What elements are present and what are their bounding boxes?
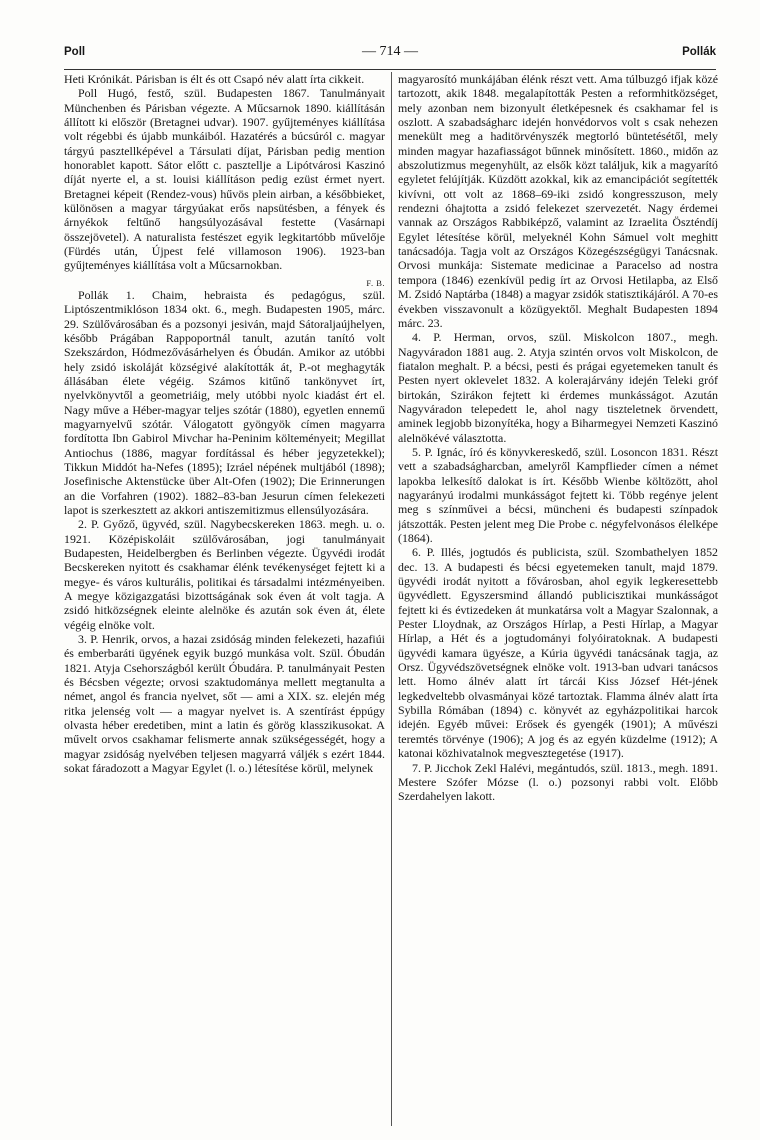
signature-row	[64, 273, 385, 288]
entry-pollak-illes: 6. P. Illés, jogtudós és publicista, szül. Szombathelyen 1852 dec. 13. A budapesti és bécsi egyetemeken tanult, majd 1879. ügyvédi irodát nyitott a fővárosban, ahol egyik legkeresettebb ügyvédlett. Egyszersmind állandó publicisztikai munkásságot fejtett ki és évtizedeken át munkatársa volt a Magyar Szalonnak, a Pester Lloydnak, az Országos Hírlap, a Pesti Hírlap, a Magyar Hírlap, a Hét és a jogtudományi folyóiratoknak. A budapesti ügyvédi kamara ügyésze, a Kúria ügyvédi tanácsának tagja, az Orsz. Ügyvédszövetségnek elnöke volt. 1913-ban udvari tanácsos lett. Homo álnév alatt írt tárcái Kiss József Hét-jének legkedveltebb olvasmányai közé tartoztak. Flamma álnév alatt írta Sybilla Rómában (1894) c. könyvét az egyházpolitikai harcok idején. Egyéb művei: Erősek és gyengék (1901); A művészi teremtés törvénye (1906); A jog és az egyén küzdelme (1912); A katonai közhivatalnok megvesztegetése (1917).	[398, 545, 718, 761]
header-left-keyword: Poll	[64, 46, 86, 58]
entry-pollak-jicchok: 7. P. Jicchok Zekl Halévi, megántudós, szül. 1813., megh. 1891. Mestere Szófer Mózse (l. o.) pozsonyi rabbi volt. Előbb Szerdahelyen lakott.	[398, 760, 718, 804]
entry-pollak-gyozo: 2. P. Győző, ügyvéd, szül. Nagybecskereken 1863. megh. u. o. 1921. Középiskoláit szülővárosában, jogi tanulmányait Budapesten, Heidelbergben és Berlinben végezte. Ügyvédi irodát Becskereken nyitott és csakhamar élénk tevékenységet fejtett ki a megye- és város kulturális, politikai és társadalmi intézményeiben. A megye közigazgatási bizottságának sok éven át volt tagja. A zsidó hitközségnek eleinte alelnöke és azután sok éven át, élete végéig elnöke volt.	[64, 517, 385, 632]
column-divider	[391, 72, 392, 1126]
entry-pollak-chaim: Pollák 1. Chaim, hebraista és pedagógus, szül. Liptószentmiklóson 1834 okt. 6., megh. Budapesten 1905, márc. 29. Szülővárosában és a pozsonyi jesiván, majd Sátoraljaújhelyen, később Prágában Rappoportnál tanult, azután tanító volt Szekszárdon, Hódmezővásárhelyen és Óbudán. Amikor az utóbbi hely zsidó iskoláját községivé alakították át, P.-ot meghagyták állásában élete végéig. Számos kitűnő tankönyvet írt, nyelvkönyvtől a geometriáig, mely utóbbi nyolc kiadást ért el. Nagy műve a Héber-magyar teljes szótár (1880), egyetlen ennemű magyarnyelvű szótár. Válogatott gyöngyök címen magyarra fordította Ibn Gabirol Mivchar ha-Peninim költeményeit; Megillat Antiochus (1886, magyar fordítással és héber jegyzetekkel); Tikkun Middót ha-Nefes (1895); Izráel népének multjából (1898); Josefinische Aktenstücke über Alt-Ofen (1902); Die Erinnerungen an die Vorfahren (1902). 1882–83-ban Jesurun címen felekezeti lapot is szerkesztett az akkori antiszemitizmus ellensúlyozására.	[64, 287, 385, 517]
right-column	[398, 72, 718, 1128]
page-number: — 714 —	[362, 44, 418, 59]
entry-pollak-henrik: 3. P. Henrik, orvos, a hazai zsidóság minden felekezeti, hazafiúi és emberbaráti ügyének egyik buzgó munkása volt. Szül. Óbudán 1821. Atyja Csehországból került Óbudára. P. tanulmányait Pesten és Bécsben végezte; orvosi szaktudománya mellett megtanulta a német, angol és francia nyelvet, sőt — ami a XIX. sz. elején még ritka jelenség volt — a magyar nyelvet is. A szentírást éppúgy olvasta héber eredetiben, mint a latin és görög klasszikusokat. A művelt orvos csakhamar felismerte annak szükségességét, hogy a magyar zsidóság nyelvében teljesen magyarrá váljék s ezért 1844. sokat fáradozott a Magyar Egylet (l. o.) létesítése körül, melynek	[64, 632, 385, 776]
left-column	[64, 72, 385, 1128]
author-signature: F. B.	[366, 277, 385, 288]
page-header	[64, 44, 716, 64]
entry-pollak-ignac: 5. P. Ignác, író és könyvkereskedő, szül. Losoncon 1831. Részt vett a szabadságharcban, amelyről Kampflieder címen a német lapokba lelkesítő dalokat is írt. Később Wienbe költözött, ahol nagyarányú irodalmi munkásságot fejtett ki. Több regénye jelent meg s színművei a bécsi, müncheni és budapesti színpadok játszották. Pesten jelent meg Die Probe c. négyfelvonásos élelképe (1864).	[398, 444, 718, 545]
header-right-keyword: Pollák	[682, 46, 716, 58]
entry-paragraph: Heti Krónikát. Párisban is élt és ott Csapó név alatt írta cikkeit.	[64, 72, 365, 86]
entry-poll-hugo: Poll Hugó, festő, szül. Budapesten 1867. Tanulmányait Münchenben és Párisban végezte. A Műcsarnok 1890. kiállításán állított ki először (Bretagnei udvar). 1907. gyűjteményes kiállítása volt régebbi és újabb munkáiból. Hazatérés a búcsúról c. magyar tárgyú pasztellképével a Társulati díjat, Párisban pedig mention honorablet kapott. Sátor előtt c. pasztellje a Lipótvárosi Kaszinó díját nyerte el, a st. louisi kiállításon pedig ezüst érmet nyert. Bretagnei képeit (Rendez-vous) hűvös plein airban, a későbbieket, különösen a magyar tárgyúakat erős napsütésben, a fények és árnyékok feltűnő hangsúlyozásával festette (Vasárnapi összejövetel). A naturalista festészet egyik legkitartóbb művelője (Fürdés után, Újpest felé villamoson 1906). 1923-ban gyűjteményes kiállítása volt a Műcsarnokban.	[64, 86, 385, 273]
header-rule	[64, 69, 716, 70]
entry-henrik-continued: magyarosító munkájában élénk részt vett. Ama túlbuzgó ifjak közé tartozott, akik 1848. megalapították Pesten a reformhitközséget, mely azonban nem bizonyult életképesnek és csakhamar fel is oszlott. A szabadságharc idején honvédorvos volt s csak nehezen menekült meg a haditörvényszék megtorló büntetésétől, mely minden magyar hazafiasságot bűnnek minősített. 1860., midőn az abszolutizmus megenyhült, az elsők közt találjuk, kik a magyarító egyletet felújítják. Küzdött azokkal, kik az emancipációt segítették kivívni, ott volt az 1868–69-iki zsidó kongresszuson, mely rendezni óhajtotta a zsidó felekezet szervezetét. Nagy érdemei vannak az Országos Rabbiképző, valamint az Izraelita Öszténdíj Egylet létesítése körül, melyeknél Kohn Sámuel volt meghitt tanácsadója. Tagja volt az Országos Közegészségügyi Tanácsnak. Orvosi munkája: Sistemate medicinae a Paracelso ad nostra tempora (1846) ezenkívül pedig írt az Orvosi Hetilapba, az Első M. Zsidó Naptárba (1848) a magyar zsidók statisztikájáról. A 70-es években visszavonult a közügyektől. Meghalt Budapesten 1894 márc. 23.	[398, 72, 718, 330]
entry-pollak-herman: 4. P. Herman, orvos, szül. Miskolcon 1807., megh. Nagyváradon 1881 aug. 2. Atyja szintén orvos volt Miskolcon, de fiatalon meghalt. P. a bécsi, pesti és prágai egyetemeken tanult és Pesten nyert oklevelet 1832. A kolerajárvány idején Teleki gróf birtokán, Szirákon fejtett ki érdemes munkásságot. Azután Nagyváradon telepedett le, ahol nagy tiszteletnek örvendett, aminek legjobb bizonyítéka, hogy a Biharmegyei Nemzeti Kaszinó alelnökévé választotta.	[398, 330, 718, 445]
